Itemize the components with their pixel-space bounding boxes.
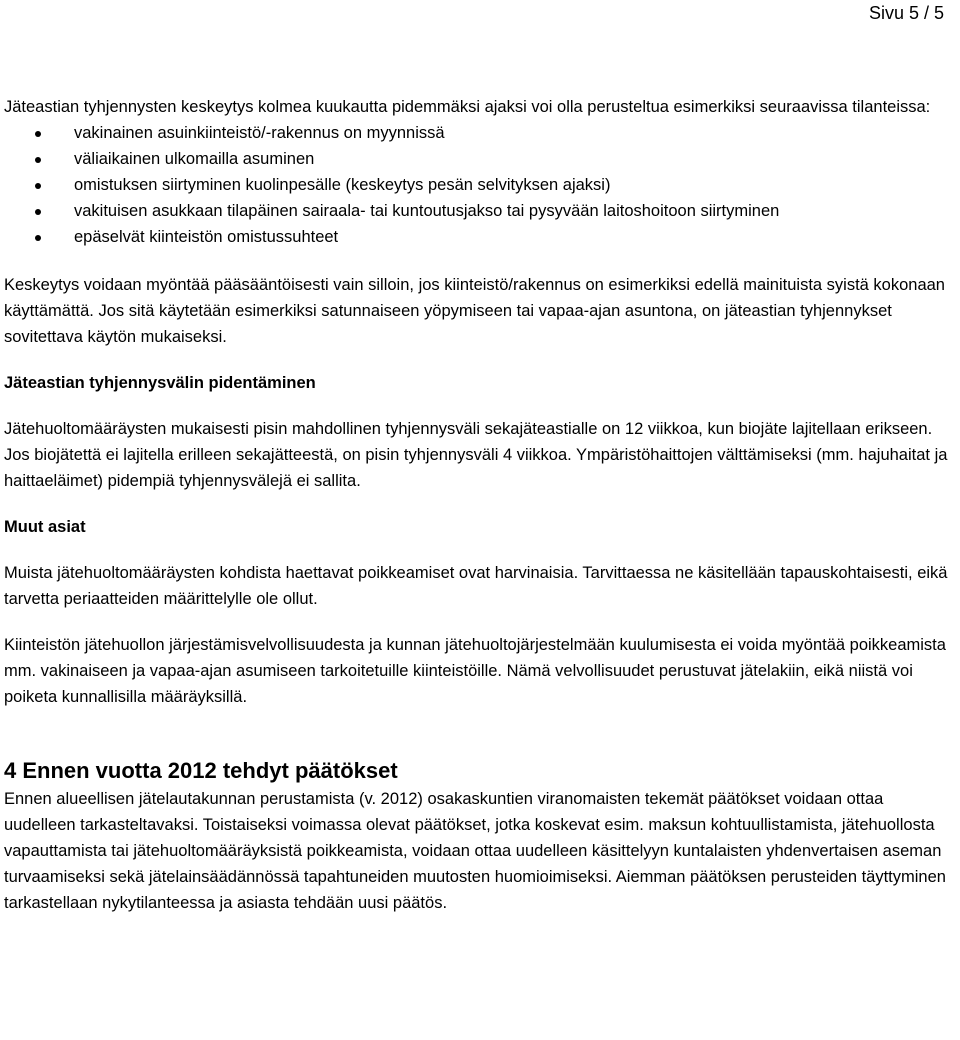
section-4-paragraph: Ennen alueellisen jätelautakunnan perustamista (v. 2012) osakaskuntien viranomaisten tekemät päätökset voidaan ottaa uudelleen tarkasteltavaksi. Toistaiseksi voimassa olevat päätökset, jotka koskevat esim. maksun kohtuullistamista, jätehuollosta vapauttamista tai jätehuoltomääräyksistä poikkeamista, voidaan ottaa uudelleen käsittelyyn kuntalaisten yhdenvertaisen aseman turvaamiseksi sekä jätelainsäädännössä tapahtuneiden muutosten huomioimiseksi. Aiemman päätöksen perusteiden täyttyminen tarkastellaan nykytilanteessa ja asiasta tehdään uusi päätös. [4,790,946,912]
bullet-icon [35,209,41,215]
bullet-icon [35,235,41,241]
list-item: omistuksen siirtyminen kuolinpesälle (keskeytys pesän selvityksen ajaksi) [4,172,948,198]
muut-asiat-paragraph-1: Muista jätehuoltomääräysten kohdista haettavat poikkeamiset ovat harvinaisia. Tarvittaessa ne käsitellään tapauskohtaisesti, eikä tarvetta periaatteiden määrittelylle ole ollut. [4,564,948,608]
bullet-icon [35,183,41,189]
intro-paragraph: Jäteastian tyhjennysten keskeytys kolmea kuukautta pidemmäksi ajaksi voi olla perusteltua esimerkiksi seuraavissa tilanteissa: [4,98,931,116]
pidentaminen-paragraph: Jätehuoltomääräysten mukaisesti pisin mahdollinen tyhjennysväli sekajäteastialle on 12 viikkoa, kun biojäte lajitellaan erikseen. Jos biojätettä ei lajitella erilleen sekajätteestä, on pisin tyhjennysväli 4 viikkoa. Ympäristöhaittojen välttämiseksi (mm. hajuhaitat ja haittaeläimet) pidempiä tyhjennysvälejä ei sallita. [4,420,948,490]
list-item: vakinainen asuinkiinteistö/-rakennus on myynnissä [4,120,948,146]
muut-asiat-heading: Muut asiat [4,518,86,536]
page-number: Sivu 5 / 5 [868,3,944,23]
list-item: vakituisen asukkaan tilapäinen sairaala- tai kuntoutusjakso tai pysyvään laitoshoitoon siirtyminen [4,198,948,224]
bullet-icon [35,157,41,163]
bullet-icon [35,131,41,137]
muut-asiat-paragraph-2: Kiinteistön jätehuollon järjestämisvelvollisuudesta ja kunnan jätehuoltojärjestelmään kuulumisesta ei voida myöntää poikkeamista mm. vakinaiseen ja vapaa-ajan asumiseen tarkoitetuille kiinteistöille. Nämä velvollisuudet perustuvat jätelakiin, eikä niistä voi poiketa kunnallisilla määräyksillä. [4,636,946,706]
section-4-heading: 4 Ennen vuotta 2012 tehdyt päätökset [4,758,398,783]
document-body [4,94,948,916]
list-item: epäselvät kiinteistön omistussuhteet [4,224,948,250]
keskeytys-paragraph: Keskeytys voidaan myöntää pääsääntöisesti vain silloin, jos kiinteistö/rakennus on esimerkiksi edellä mainituista syistä kokonaan käyttämättä. Jos sitä käytetään esimerkiksi satunnaiseen yöpymiseen tai vapaa-ajan asuntona, on jäteastian tyhjennykset sovitettava käytön mukaiseksi. [4,276,945,346]
list-item: väliaikainen ulkomailla asuminen [4,146,948,172]
pidentaminen-heading: Jäteastian tyhjennysvälin pidentäminen [4,374,316,392]
bullet-list [4,120,948,250]
